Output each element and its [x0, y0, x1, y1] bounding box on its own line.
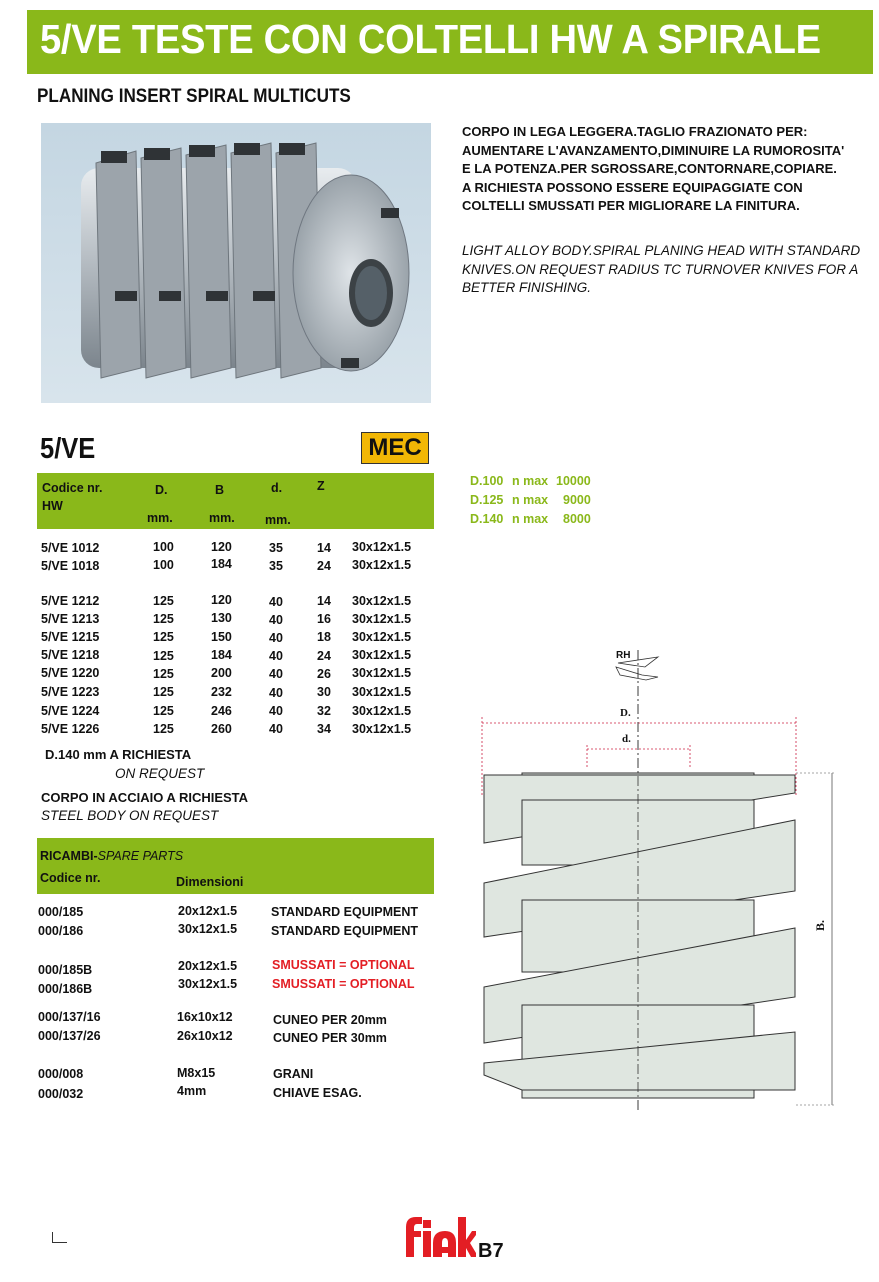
description-italian: CORPO IN LEGA LEGGERA.TAGLIO FRAZIONATO PER: AUMENTARE L'AVANZAMENTO,DIMINUIRE LA RUMOROSITA' E LA POTENZA.PER SGROSSARE,CONTORNARE,COPIARE. A RICHIESTA POSSONO ESSERE EQUIPAGGIATE CON COLTELLI SMUSSATI PER MIGLIORARE LA FINITURA.	[462, 124, 845, 213]
width-label: B.	[813, 919, 827, 931]
header-d: d.	[271, 481, 283, 495]
note-steel: CORPO IN ACCIAIO A RICHIESTA	[41, 790, 249, 805]
header-unit-B: mm.	[209, 511, 235, 525]
note-d140: D.140 mm A RICHIESTA	[45, 747, 192, 762]
product-photo	[41, 123, 431, 403]
note-d140-en: ON REQUEST	[115, 766, 205, 781]
note-steel-en: STEEL BODY ON REQUEST	[41, 808, 219, 823]
description-english: LIGHT ALLOY BODY.SPIRAL PLANING HEAD WITH STANDARD KNIVES.ON REQUEST RADIUS TC TURNOVER KNIVES FOR A BETTER FINISHING.	[462, 243, 861, 295]
rh-label: RH	[616, 650, 631, 661]
main-table-header	[37, 473, 434, 529]
header-B: B	[215, 483, 225, 497]
header-D: D.	[155, 483, 168, 497]
model-code: 5/VE	[40, 433, 96, 465]
header-unit-D: mm.	[147, 511, 173, 525]
bore-label: d.	[622, 733, 631, 745]
diameter-label: D.	[620, 707, 631, 719]
spare-col-code: Codice nr.	[40, 871, 101, 885]
corner-mark	[52, 1232, 67, 1243]
page-subtitle: PLANING INSERT SPIRAL MULTICUTS	[37, 86, 351, 107]
header-code-hw: HW	[42, 499, 63, 513]
header-code: Codice nr.	[42, 481, 103, 495]
page-title: 5/VE TESTE CON COLTELLI HW A SPIRALE	[40, 16, 821, 62]
header-Z: Z	[317, 479, 325, 493]
mec-badge: MEC	[361, 432, 429, 464]
technical-drawing	[470, 645, 850, 1120]
spare-parts-header	[37, 838, 434, 894]
fiak-logo	[404, 1213, 476, 1264]
spare-parts-title: RICAMBI-SPARE PARTS	[40, 849, 184, 863]
page-number: B7	[478, 1240, 504, 1262]
header-unit-d: mm.	[265, 513, 291, 527]
spare-col-dim: Dimensioni	[176, 875, 244, 889]
